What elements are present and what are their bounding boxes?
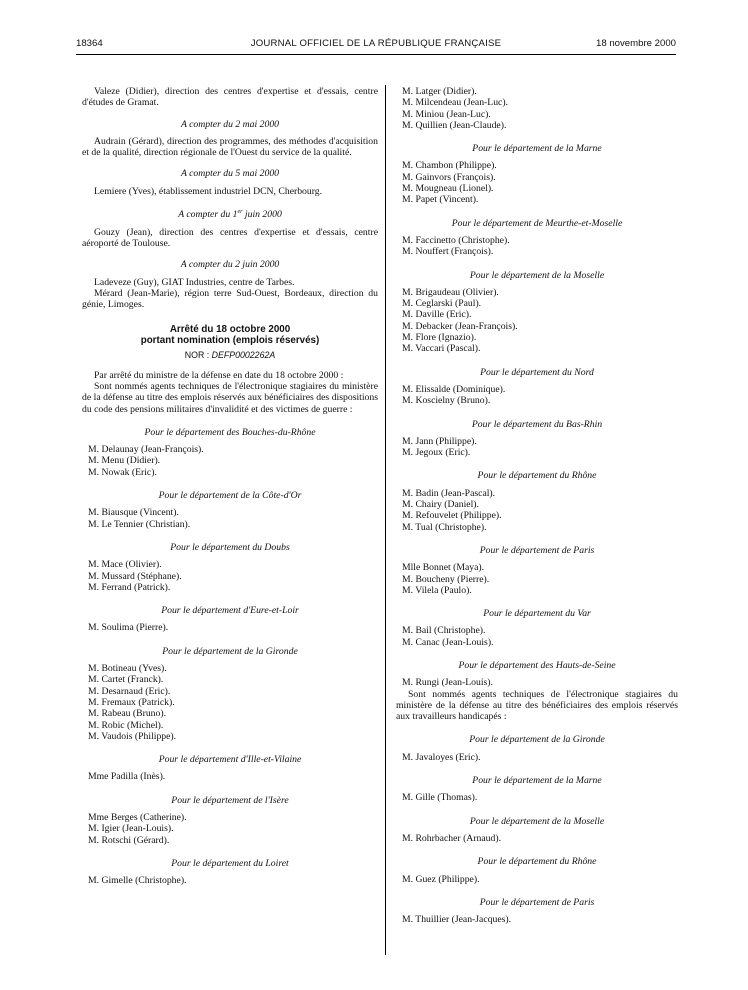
name-entry: M. Thuillier (Jean-Jacques). (402, 914, 512, 926)
dept-heading-meurthe-et-moselle: Pour le département de Meurthe-et-Moselle (451, 217, 623, 229)
arrete-title-line-1: Arrêté du 18 octobre 2000 (169, 324, 291, 336)
page-header (76, 38, 676, 52)
left-column (82, 86, 378, 886)
name-entry: M. Gainvors (François). (402, 171, 496, 183)
name-entry: M. Refouvelet (Philippe). (402, 510, 502, 522)
name-entry: M. Le Tennier (Christian). (88, 518, 191, 530)
dept-heading-gironde-2: Pour le département de la Gironde (469, 734, 605, 746)
name-entry: M. Faccinetto (Christophe). (402, 234, 510, 246)
paragraph-sont-nommes: Sont nommés agents techniques de l'électronique stagiaires du ministère de la défense au titre des emplois réservés aux bénéficiaires des dispositions du code des pensions militaires d'invalidité et des victimes de guerre : (82, 380, 378, 415)
dept-heading-rhone: Pour le département du Rhône (477, 470, 597, 482)
dept-heading-marne: Pour le département de la Marne (472, 143, 602, 155)
name-entry: M. Mussard (Stéphane). (88, 570, 182, 582)
name-entry: M. Cartet (Franck). (88, 674, 164, 686)
name-entry: M. Boucheny (Pierre). (402, 573, 490, 585)
dept-heading-bouches-du-rhone: Pour le département des Bouches-du-Rhône (144, 426, 316, 438)
name-entry: Mlle Bonnet (Maya). (402, 562, 485, 574)
name-entry: M. Jann (Philippe). (402, 435, 477, 447)
name-entry: M. Milcendeau (Jean-Luc). (402, 97, 508, 109)
name-entry: M. Flore (Ignazio). (402, 332, 477, 344)
dept-heading-rhone-2: Pour le département du Rhône (477, 856, 597, 868)
name-entry: M. Igier (Jean-Louis). (88, 823, 174, 835)
nor-code: DEFP0002262A (211, 350, 276, 361)
name-entry: M. Quillien (Jean-Claude). (402, 119, 507, 131)
arrete-title-line-2: portant nomination (emplois réservés) (140, 335, 320, 347)
dept-heading-moselle: Pour le département de la Moselle (469, 269, 605, 281)
name-entry: M. Koscielny (Bruno). (402, 395, 491, 407)
paragraph-travailleurs-handicapes: Sont nommés agents techniques de l'électronique stagiaires du ministère de la défense au titre des bénéficiaires des emplois réservés aux travailleurs handicapés : (396, 688, 678, 723)
date-heading-1-juin-sup: er (237, 209, 243, 216)
name-entry: M. Jegoux (Eric). (402, 447, 471, 459)
date-heading-2-mai: A compter du 2 mai 2000 (180, 118, 280, 130)
name-entry: M. Bail (Christophe). (402, 625, 486, 637)
nor-reference (82, 350, 378, 361)
column-divider (385, 85, 386, 955)
date-heading-1-juin (82, 207, 378, 221)
dept-heading-loiret: Pour le département du Loiret (171, 857, 289, 869)
dept-heading-ille-et-vilaine: Pour le département d'Ille-et-Vilaine (158, 754, 302, 766)
name-entry: M. Rohrbacher (Arnaud). (402, 832, 501, 844)
name-entry: M. Gimelle (Christophe). (88, 875, 187, 887)
right-column (396, 86, 678, 925)
date-heading-1-juin-pre: A compter du 1 (178, 209, 238, 221)
name-entry: M. Rotschi (Gérard). (88, 834, 170, 846)
name-entry: M. Soulima (Pierre). (88, 622, 169, 634)
paragraph-par-arrete: Par arrêté du ministre de la défense en date du 18 octobre 2000 : (94, 369, 344, 381)
dept-heading-gironde: Pour le département de la Gironde (162, 645, 298, 657)
name-entry: M. Delaunay (Jean-François). (88, 444, 204, 456)
name-entry: M. Vilela (Paulo). (402, 584, 472, 596)
name-entry: M. Papet (Vincent). (402, 194, 479, 206)
paragraph-lemiere: Lemiere (Yves), établissement industriel DCN, Cherbourg. (94, 185, 323, 197)
journal-title: JOURNAL OFFICIEL DE LA RÉPUBLIQUE FRANÇAISE (250, 38, 502, 49)
name-entry: M. Menu (Didier). (88, 455, 161, 467)
name-entry: M. Latger (Didier). (402, 86, 477, 97)
date-heading-1-juin-post: juin 2000 (242, 209, 282, 221)
dept-heading-marne-2: Pour le département de la Marne (472, 775, 602, 787)
dept-heading-cote-d-or: Pour le département de la Côte-d'Or (158, 490, 302, 502)
dept-heading-isere: Pour le département de l'Isère (171, 794, 289, 806)
name-entry: M. Nouffert (François). (402, 246, 494, 258)
name-entry: M. Brigaudeau (Olivier). (402, 286, 499, 298)
name-entry: Mme Padilla (Inès). (88, 771, 166, 783)
name-entry: M. Vaudois (Philippe). (88, 730, 177, 742)
name-entry: M. Biausque (Vincent). (88, 507, 179, 519)
name-entry: M. Canac (Jean-Louis). (402, 636, 494, 648)
name-entry: M. Elissalde (Dominique). (402, 383, 506, 395)
name-entry: M. Robic (Michel). (88, 719, 164, 731)
dept-heading-bas-rhin: Pour le département du Bas-Rhin (471, 418, 603, 430)
dept-heading-eure-et-loir: Pour le département d'Eure-et-Loir (161, 605, 299, 617)
name-entry: M. Rabeau (Bruno). (88, 708, 167, 720)
name-entry: M. Mace (Olivier). (88, 559, 162, 571)
dept-heading-var: Pour le département du Var (483, 608, 591, 620)
paragraph-audrain: Audrain (Gérard), direction des programmes, des méthodes d'acquisition et de la qualité, direction régionale de l'Ouest du service de la qualité. (82, 135, 378, 159)
issue-date: 18 novembre 2000 (595, 38, 676, 49)
name-entry: M. Chairy (Daniel). (402, 499, 479, 511)
date-heading-2-juin: A compter du 2 juin 2000 (180, 259, 280, 271)
name-entry: M. Gille (Thomas). (402, 792, 478, 804)
paragraph-ladeveze: Ladeveze (Guy), GIAT Industries, centre de Tarbes. (94, 276, 295, 288)
dept-heading-doubs: Pour le département du Doubs (170, 541, 290, 553)
name-entry: M. Ceglarski (Paul). (402, 298, 482, 310)
name-entry: M. Tual (Christophe). (402, 521, 487, 533)
name-entry: M. Rungi (Jean-Louis). (402, 677, 493, 689)
name-entry: M. Daville (Eric). (402, 309, 472, 321)
name-entry: M. Nowak (Eric). (88, 466, 157, 478)
dept-heading-hauts-de-seine: Pour le département des Hauts-de-Seine (458, 659, 616, 671)
nor-label: NOR : (184, 350, 210, 361)
name-entry: M. Miniou (Jean-Luc). (402, 108, 491, 120)
dept-heading-moselle-2: Pour le département de la Moselle (469, 815, 605, 827)
name-entry: M. Vaccari (Pascal). (402, 343, 481, 355)
name-entry: M. Badin (Jean-Pascal). (402, 487, 496, 499)
paragraph-gouzy: Gouzy (Jean), direction des centres d'expertise et d'essais, centre aéroporté de Toulouse. (82, 226, 378, 249)
name-entry: M. Guez (Philippe). (402, 873, 480, 885)
name-entry: M. Chambon (Philippe). (402, 160, 497, 172)
paragraph-valeze: Valeze (Didier), direction des centres d'expertise et d'essais, centre d'études de Gramat. (82, 86, 378, 109)
name-entry: M. Botineau (Yves). (88, 663, 167, 675)
name-entry: M. Javaloyes (Eric). (402, 751, 481, 763)
name-entry: Mme Berges (Catherine). (88, 812, 187, 823)
paragraph-merard: Mérard (Jean-Marie), région terre Sud-Ouest, Bordeaux, direction du génie, Limoges. (82, 287, 378, 311)
header-rule (76, 54, 676, 55)
name-entry: M. Debacker (Jean-François). (402, 320, 518, 332)
name-entry: M. Desarnaud (Eric). (88, 685, 171, 697)
page-number: 18364 (76, 38, 103, 49)
name-entry: M. Ferrand (Patrick). (88, 581, 171, 593)
name-entry: M. Mougneau (Lionel). (402, 183, 494, 195)
dept-heading-paris: Pour le département de Paris (479, 544, 595, 556)
dept-heading-paris-2: Pour le département de Paris (479, 896, 595, 908)
dept-heading-nord: Pour le département du Nord (480, 366, 594, 378)
name-entry: M. Fremaux (Patrick). (88, 696, 175, 708)
date-heading-5-mai: A compter du 5 mai 2000 (180, 168, 280, 180)
